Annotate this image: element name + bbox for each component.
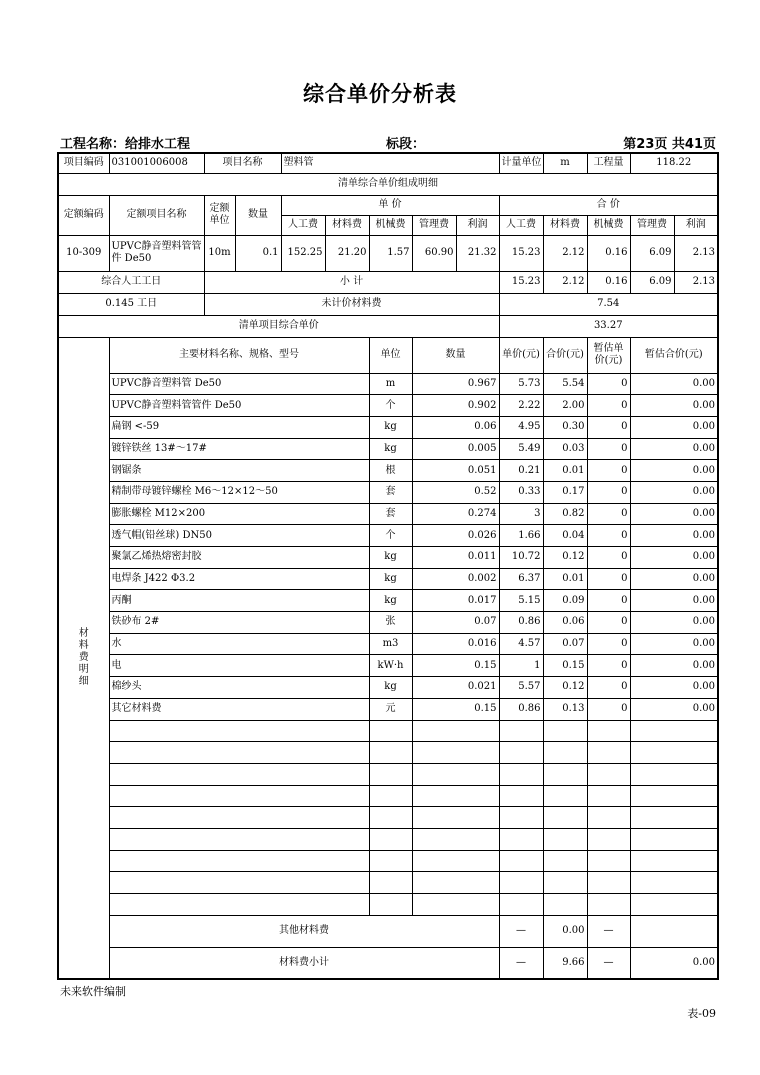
material-unit: kg [369, 590, 412, 612]
material-est-total: 0.00 [630, 395, 718, 417]
unpriced-value: 7.54 [499, 293, 718, 315]
material-unit: 个 [369, 525, 412, 547]
subtotal-value: 2.13 [674, 271, 718, 293]
material-row [58, 438, 718, 460]
empty-row [58, 742, 718, 764]
material-qty: 0.15 [412, 698, 499, 720]
material-qty: 0.07 [412, 612, 499, 634]
material-qty: 0.002 [412, 568, 499, 590]
name-value: 塑料管 [281, 153, 499, 173]
material-total: 0.01 [543, 568, 587, 590]
material-total: 0.30 [543, 416, 587, 438]
material-qty: 0.967 [412, 373, 499, 395]
material-total: 0.01 [543, 460, 587, 482]
empty-row [58, 807, 718, 829]
sub-header: 利润 [674, 215, 718, 235]
material-est-total: 0.00 [630, 568, 718, 590]
material-total: 2.00 [543, 395, 587, 417]
material-unit: kg [369, 438, 412, 460]
unit-price-value: 33.27 [499, 315, 718, 337]
material-row [58, 547, 718, 569]
page-number: 第23页 共41页 [623, 137, 716, 152]
material-est-total: 0.00 [630, 590, 718, 612]
section-label: 标段： [386, 137, 426, 152]
material-price: 0.21 [499, 460, 543, 482]
material-total: 0.12 [543, 547, 587, 569]
material-price: 2.22 [499, 395, 543, 417]
subtotal-value: 6.09 [630, 271, 674, 293]
material-row [58, 395, 718, 417]
unpriced-label: 未计价材料费 [204, 293, 499, 315]
material-unit: kg [369, 547, 412, 569]
header-unit: 定额单位 [204, 195, 235, 235]
empty-row [58, 894, 718, 916]
material-total: 0.06 [543, 612, 587, 634]
sub-header: 人工费 [281, 215, 325, 235]
material-qty: 0.011 [412, 547, 499, 569]
material-est-total: 0.00 [630, 633, 718, 655]
header-total-price: 合 价 [499, 195, 718, 215]
sub-header: 人工费 [499, 215, 543, 235]
sub-header: 管理费 [412, 215, 456, 235]
material-total: 0.12 [543, 677, 587, 699]
material-unit: kg [369, 568, 412, 590]
material-subtotal-label: 材料费小计 [109, 947, 499, 979]
header-code: 定额编码 [58, 195, 109, 235]
empty-row [58, 720, 718, 742]
quota-value: 21.20 [325, 235, 369, 271]
sub-header: 机械费 [587, 215, 630, 235]
material-est-total: 0.00 [630, 481, 718, 503]
material-price: 6.37 [499, 568, 543, 590]
sub-header: 材料费 [543, 215, 587, 235]
material-price: 5.73 [499, 373, 543, 395]
material-row [58, 698, 718, 720]
material-name: 透气帽(铅丝球) DN50 [109, 525, 369, 547]
material-price: 1.66 [499, 525, 543, 547]
other-material-price: — [499, 915, 543, 947]
mat-header-est-total: 暂估合价(元) [630, 337, 718, 373]
unit-price-analysis-table [57, 152, 719, 980]
material-est-price: 0 [587, 698, 630, 720]
quota-qty: 0.1 [235, 235, 281, 271]
project-name: 工程名称：给排水工程 [60, 137, 191, 152]
header-qty: 数量 [235, 195, 281, 235]
material-price: 10.72 [499, 547, 543, 569]
code-value: 031001006008 [109, 153, 204, 173]
subtotal-value: 15.23 [499, 271, 543, 293]
quota-value: 0.16 [587, 235, 630, 271]
qty-value: 118.22 [630, 153, 718, 173]
material-unit: m [369, 373, 412, 395]
unit-price-label: 清单项目综合单价 [58, 315, 499, 337]
mat-header-price: 单价(元) [499, 337, 543, 373]
material-name: 丙酮 [109, 590, 369, 612]
material-est-total: 0.00 [630, 677, 718, 699]
header-item: 定额项目名称 [109, 195, 204, 235]
material-subtotal-est: — [587, 947, 630, 979]
material-name: UPVC静音塑料管 De50 [109, 373, 369, 395]
software-credit: 未来软件编制 [60, 985, 126, 998]
material-qty: 0.016 [412, 633, 499, 655]
header-unit-price: 单 价 [281, 195, 499, 215]
quota-value: 21.32 [456, 235, 499, 271]
material-price: 0.86 [499, 612, 543, 634]
material-name: 其它材料费 [109, 698, 369, 720]
other-material-row [58, 915, 718, 947]
material-est-total: 0.00 [630, 460, 718, 482]
subtotal-value: 2.12 [543, 271, 587, 293]
material-qty: 0.52 [412, 481, 499, 503]
sub-header: 管理费 [630, 215, 674, 235]
material-qty: 0.15 [412, 655, 499, 677]
material-row [58, 481, 718, 503]
material-subtotal-est-total: 0.00 [630, 947, 718, 979]
material-name: 聚氯乙烯热熔密封胶 [109, 547, 369, 569]
material-est-price: 0 [587, 612, 630, 634]
mat-header-unit: 单位 [369, 337, 412, 373]
material-qty: 0.026 [412, 525, 499, 547]
material-unit: 根 [369, 460, 412, 482]
composition-title: 清单综合单价组成明细 [58, 173, 718, 195]
unit-value: m [543, 153, 587, 173]
quota-value: 6.09 [630, 235, 674, 271]
material-unit: 元 [369, 698, 412, 720]
quota-unit: 10m [204, 235, 235, 271]
material-total: 5.54 [543, 373, 587, 395]
empty-row [58, 763, 718, 785]
material-est-total: 0.00 [630, 698, 718, 720]
other-material-est-total [630, 915, 718, 947]
material-name: 电 [109, 655, 369, 677]
mat-header-est-price: 暂估单价(元) [587, 337, 630, 373]
mat-header-qty: 数量 [412, 337, 499, 373]
material-unit: kW·h [369, 655, 412, 677]
subtotal-value: 0.16 [587, 271, 630, 293]
material-price: 5.49 [499, 438, 543, 460]
name-label: 项目名称 [204, 153, 281, 173]
material-total: 0.07 [543, 633, 587, 655]
material-est-price: 0 [587, 677, 630, 699]
sub-header: 利润 [456, 215, 499, 235]
material-unit: 个 [369, 395, 412, 417]
material-est-price: 0 [587, 481, 630, 503]
mat-header-total: 合价(元) [543, 337, 587, 373]
quota-row [58, 235, 718, 271]
material-name: 钢锯条 [109, 460, 369, 482]
quota-value: 15.23 [499, 235, 543, 271]
material-name: 扁钢 <-59 [109, 416, 369, 438]
material-qty: 0.274 [412, 503, 499, 525]
quota-value: 152.25 [281, 235, 325, 271]
material-row [58, 373, 718, 395]
quota-value: 1.57 [369, 235, 412, 271]
material-est-price: 0 [587, 633, 630, 655]
material-unit: 套 [369, 481, 412, 503]
sub-header: 机械费 [369, 215, 412, 235]
material-total: 0.15 [543, 655, 587, 677]
material-unit: kg [369, 677, 412, 699]
material-row [58, 568, 718, 590]
quota-name: UPVC静音塑料管管件 De50 [109, 235, 204, 271]
material-est-price: 0 [587, 525, 630, 547]
empty-row [58, 785, 718, 807]
empty-row [58, 850, 718, 872]
material-est-price: 0 [587, 373, 630, 395]
mat-header-name: 主要材料名称、规格、型号 [109, 337, 369, 373]
material-name: 铁砂布 2# [109, 612, 369, 634]
quota-value: 2.13 [674, 235, 718, 271]
material-row [58, 677, 718, 699]
quota-code: 10-309 [58, 235, 109, 271]
material-row [58, 590, 718, 612]
unit-label: 计量单位 [499, 153, 543, 173]
material-price: 1 [499, 655, 543, 677]
material-price: 0.86 [499, 698, 543, 720]
material-price: 5.15 [499, 590, 543, 612]
sub-header: 材料费 [325, 215, 369, 235]
info-row [58, 153, 718, 173]
material-subtotal-total: 9.66 [543, 947, 587, 979]
material-unit: 套 [369, 503, 412, 525]
material-est-total: 0.00 [630, 416, 718, 438]
material-total: 0.04 [543, 525, 587, 547]
material-total: 0.09 [543, 590, 587, 612]
code-label: 项目编码 [58, 153, 109, 173]
page-title: 综合单价分析表 [303, 82, 457, 106]
material-est-total: 0.00 [630, 547, 718, 569]
material-name: 水 [109, 633, 369, 655]
material-qty: 0.005 [412, 438, 499, 460]
material-price: 4.95 [499, 416, 543, 438]
material-est-total: 0.00 [630, 612, 718, 634]
empty-row [58, 828, 718, 850]
material-est-total: 0.00 [630, 525, 718, 547]
other-material-est: — [587, 915, 630, 947]
form-number: 表-09 [687, 1007, 716, 1020]
material-qty: 0.902 [412, 395, 499, 417]
material-row [58, 416, 718, 438]
labor-days: 0.145 工日 [58, 293, 204, 315]
material-row [58, 460, 718, 482]
material-est-price: 0 [587, 568, 630, 590]
material-unit: kg [369, 416, 412, 438]
material-subtotal-row [58, 947, 718, 979]
material-qty: 0.017 [412, 590, 499, 612]
qty-label: 工程量 [587, 153, 630, 173]
material-price: 4.57 [499, 633, 543, 655]
material-name: 膨胀螺栓 M12×200 [109, 503, 369, 525]
material-total: 0.17 [543, 481, 587, 503]
material-est-total: 0.00 [630, 655, 718, 677]
material-unit: 张 [369, 612, 412, 634]
material-est-price: 0 [587, 547, 630, 569]
material-est-total: 0.00 [630, 503, 718, 525]
material-est-total: 0.00 [630, 373, 718, 395]
material-name: 棉纱头 [109, 677, 369, 699]
material-row [58, 612, 718, 634]
material-side-label: 材料费明细 [58, 337, 109, 979]
material-qty: 0.06 [412, 416, 499, 438]
material-row [58, 633, 718, 655]
material-row [58, 655, 718, 677]
material-price: 5.57 [499, 677, 543, 699]
material-qty: 0.051 [412, 460, 499, 482]
material-est-price: 0 [587, 503, 630, 525]
material-total: 0.13 [543, 698, 587, 720]
material-total: 0.82 [543, 503, 587, 525]
material-est-price: 0 [587, 655, 630, 677]
material-price: 3 [499, 503, 543, 525]
material-row [58, 525, 718, 547]
material-est-price: 0 [587, 438, 630, 460]
quota-value: 2.12 [543, 235, 587, 271]
material-est-price: 0 [587, 395, 630, 417]
material-est-price: 0 [587, 460, 630, 482]
material-est-price: 0 [587, 416, 630, 438]
material-price: 0.33 [499, 481, 543, 503]
labor-rate-label: 综合人工工日 [58, 271, 204, 293]
material-subtotal-price: — [499, 947, 543, 979]
quota-value: 60.90 [412, 235, 456, 271]
material-row [58, 503, 718, 525]
material-name: UPVC静音塑料管管件 De50 [109, 395, 369, 417]
subtotal-label: 小 计 [204, 271, 499, 293]
material-qty: 0.021 [412, 677, 499, 699]
material-est-price: 0 [587, 590, 630, 612]
material-name: 镀锌铁丝 13#～17# [109, 438, 369, 460]
material-est-total: 0.00 [630, 438, 718, 460]
other-material-label: 其他材料费 [109, 915, 499, 947]
other-material-total: 0.00 [543, 915, 587, 947]
material-name: 电焊条 J422 Φ3.2 [109, 568, 369, 590]
material-name: 精制带母镀锌螺栓 M6～12×12～50 [109, 481, 369, 503]
material-unit: m3 [369, 633, 412, 655]
material-total: 0.03 [543, 438, 587, 460]
empty-row [58, 872, 718, 894]
